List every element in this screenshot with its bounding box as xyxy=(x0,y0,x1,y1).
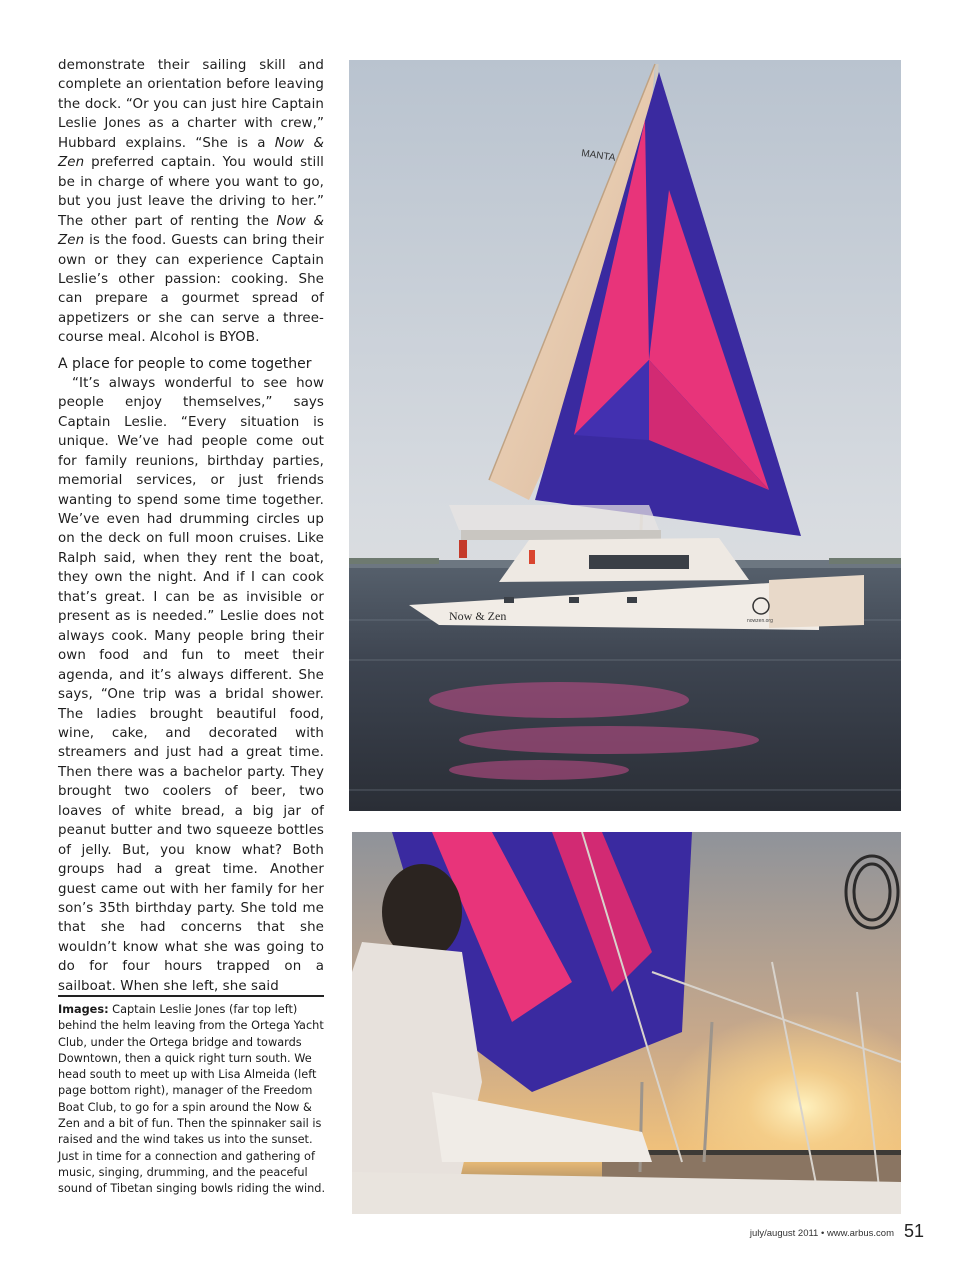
paragraph-text: preferred captain. You would still be in charge of where you want to go, but you just leave the driving to her.” The other part of renting the xyxy=(58,155,324,229)
page-number: 51 xyxy=(904,1221,925,1241)
caption-divider xyxy=(58,995,324,997)
article-paragraph-2: “It’s always wonderful to see how people enjoy themselves,” says Captain Leslie. “Every situation is unique. We’ve had people come out for family reunions, birthday parties, memorial services, or just friends wanting to spend some time together. We’ve even had drumming circles up on the deck on full moon cruises. Like Ralph said, when they rent the boat, they own the night. And if I can cook that’s great. I can be as invisible or present as is needed.” Leslie does not always cook. Many people bring their own food and fun to meet their agenda, and it’s always different. She says, “One trip was a bridal shower. The ladies brought beautiful food, wine, cake, and decorated with streamers and just had a great time. Then there was a bachelor party. They brought two coolers of beer, two loaves of white bread, a big jar of peanut butter and two squeeze bottles of jelly. But, you know what? Both groups had a great time. Another guest came out with her family for her son’s 35th birthday party. She told me that she had concerns that she wouldn’t know what she was going to do for four hours trapped on a sailboat. When she left, she said xyxy=(58,375,324,994)
paragraph-text: is the food. Guests can bring their own or they can experience Captain Leslie’s other passion: cooking. She can prepare a gourmet spread of appetizers or she can serve a three-course meal. Alcohol is BYOB. xyxy=(58,233,324,346)
caption-label: Images: xyxy=(58,1003,109,1016)
caption-text: Captain Leslie Jones (far top left) behind the helm leaving from the Ortega Yacht Club, under the Ortega bridge and towards Downtown, then a quick right turn south. We head south to meet up with Lisa Almeida (left page bottom right), manager of the Freedom Boat Club, to go for a spin around the Now & Zen and a bit of fun. Then the spinnaker sail is raised and the wind takes us into the sunset. Just in time for a connection and gathering of music, singing, drumming, and the peaceful sound of Tibetan singing bowls riding the wind. xyxy=(58,1003,326,1196)
sunset-deck-photo xyxy=(352,832,901,1214)
sunset-illustration xyxy=(352,832,901,1214)
paragraph-text: demonstrate their sailing skill and complete an orientation before leaving the dock. “Or you can just hire Captain Leslie Jones as a charter with crew,” Hubbard explains. “She is a xyxy=(58,58,324,151)
boat-name-italic: Now & Zen xyxy=(58,213,324,249)
catamaran-illustration xyxy=(349,60,901,811)
hull-url-text: nowzen.org xyxy=(747,618,773,624)
hull-boat-name: Now & Zen xyxy=(449,609,507,623)
article-paragraph-1 xyxy=(58,56,324,348)
footer-issue-info: july/august 2011 • www.arbus.com xyxy=(749,1228,894,1239)
section-heading: A place for people to come together xyxy=(58,355,312,372)
article-column xyxy=(58,56,324,996)
boat-name-italic: Now & Zen xyxy=(58,135,324,171)
image-caption xyxy=(58,1002,326,1198)
sail-brand-text: MANTA xyxy=(580,148,617,164)
catamaran-spinnaker-photo xyxy=(349,60,901,811)
